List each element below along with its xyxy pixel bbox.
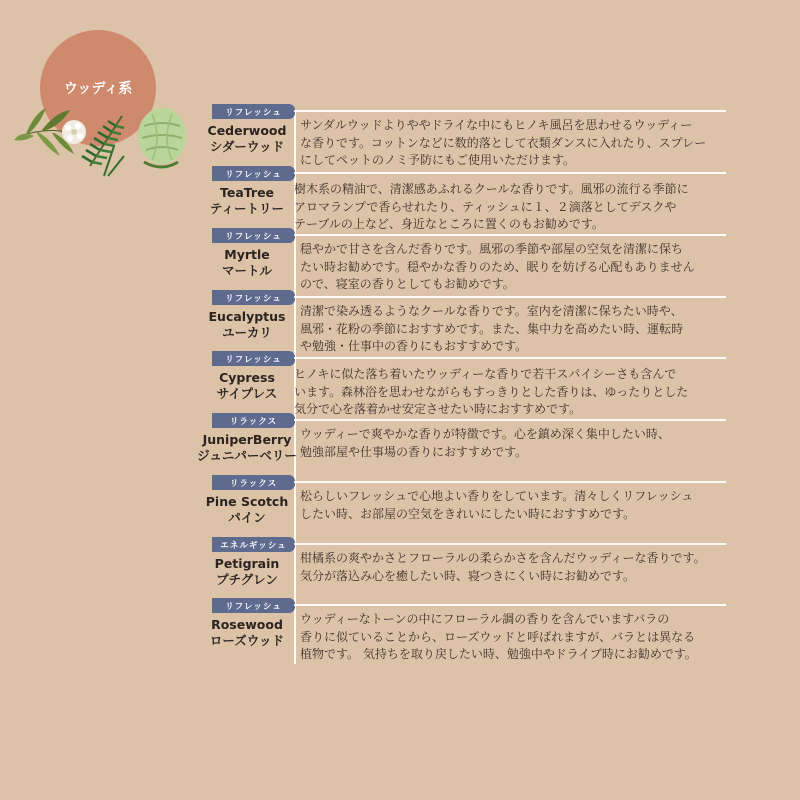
effect-badge: リラックス <box>212 413 295 428</box>
divider <box>294 481 726 483</box>
oil-name-ja: ティートリー <box>209 201 284 216</box>
oil-description: 清潔で染み透るようなクールな香りです。室内を清潔に保ちたい時や、 風邪・花粉の季節におすすめです。また、集中力を高めたい時、運転時 や勉強・仕事中の香りにもおすすめです。 <box>300 304 684 353</box>
oil-description: 穏やかで甘さを含んだ香りです。風邪の季節や部屋の空気を清潔に保ち たい時お勧めです。穏やかな香りのため、眠りを妨げる心配もありません ので、寝室の香りとしてもお勧めです。 <box>300 242 695 291</box>
effect-badge: リフレッシュ <box>212 104 295 119</box>
oil-description: ウッディーなトーンの中にフローラル調の香りを含んでいますバラの 香りに似ていることから、ローズウッドと呼ばれますが、バラとは異なる 植物です。 気持ちを取り戻したい時、勉強中やドライブ時にお勧めです。 <box>300 612 697 661</box>
oil-name-en: Eucalyptus <box>208 309 286 324</box>
oil-name <box>188 123 306 155</box>
divider <box>294 357 726 359</box>
oil-name <box>188 494 306 526</box>
oil-name-en: Rosewood <box>211 617 283 632</box>
oil-description: 松らしいフレッシュで心地よい香りをしています。清々しくリフレッシュ したい時、お部屋の空気をきれいにしたい時におすすめです。 <box>300 489 694 521</box>
oil-entry-eucalyptus <box>0 290 800 352</box>
oil-name-en: Cypress <box>219 370 275 385</box>
oil-description: 樹木系の精油で、清潔感あふれるクールな香りです。風邪の流行る季節に アロマランプで香らせれたり、ティッシュに１、２滴落としてデスクや テーブルの上など、身近なところに置くのもお勧めです。 <box>294 182 689 231</box>
oil-name-ja: シダーウッド <box>209 139 285 154</box>
oil-name-en: Pine Scotch <box>205 494 289 509</box>
oil-description: サンダルウッドよりややドライな中にもヒノキ風呂を思わせるウッディー な香りです。コットンなどに数的落として衣類ダンスに入れたり、スプレー にしてペットのノミ予防にもご使用いただけます。 <box>300 118 707 167</box>
oil-name-ja: マートル <box>221 263 272 278</box>
oil-name-ja: パイン <box>228 510 266 525</box>
oil-description: ヒノキに似た落ち着いたウッディーな香りで若干スパイシーさも含んで います。森林浴を思わせながらもすっきりとした香りは、ゆったりとした 気分で心を落着かせ安定させたい時におすすめです。 <box>294 367 689 416</box>
oil-entry-petigrain <box>0 537 800 599</box>
oil-name-en: Myrtle <box>224 247 270 262</box>
divider <box>294 604 726 606</box>
oil-description: 柑橘系の爽やかさとフローラルの柔らかさを含んだウッディーな香りです。 気分が落込み心を癒したい時、寝つきにくい時にお勧めです。 <box>300 551 706 583</box>
effect-badge: リフレッシュ <box>212 228 295 243</box>
category-label: ウッディ系 <box>63 81 133 97</box>
oil-name-ja: ユーカリ <box>222 325 272 340</box>
oil-name-en: TeaTree <box>219 185 275 200</box>
oil-entry-pine-scotch <box>0 475 800 537</box>
oil-name-en: Cederwood <box>207 123 287 138</box>
oil-entry-juniperberry <box>0 413 800 475</box>
oil-name-ja: ローズウッド <box>209 633 285 648</box>
divider <box>294 543 726 545</box>
oil-name-ja: プチグレン <box>216 572 278 587</box>
oil-entry-cederwood <box>0 104 800 166</box>
effect-badge: リフレッシュ <box>212 290 295 305</box>
effect-badge: リフレッシュ <box>212 166 295 181</box>
oil-name <box>188 247 306 279</box>
oil-name-en: Petigrain <box>214 556 280 571</box>
oil-name <box>188 432 306 464</box>
oil-name <box>188 185 306 217</box>
divider <box>294 234 726 236</box>
oil-name <box>188 556 306 588</box>
effect-badge: リフレッシュ <box>212 598 295 613</box>
oil-name-ja: サイプレス <box>216 386 278 401</box>
oil-entry-teatree <box>0 166 800 231</box>
oil-name <box>188 617 306 649</box>
oil-name-ja: ジュニパーベリー <box>197 448 297 463</box>
oil-name-en: JuniperBerry <box>202 432 292 447</box>
effect-badge: エネルギッシュ <box>212 537 295 552</box>
oil-name <box>188 309 306 341</box>
oil-name <box>188 370 306 402</box>
divider <box>294 296 726 298</box>
oil-description: ウッディーで爽やかな香りが特徴です。心を鎮め深く集中したい時、 勉強部屋や仕事場の香りにおすすめです。 <box>300 427 670 459</box>
oil-entry-cypress <box>0 351 800 416</box>
oil-entry-rosewood <box>0 598 800 660</box>
divider <box>294 419 726 421</box>
effect-badge: リラックス <box>212 475 295 490</box>
divider <box>294 110 726 112</box>
divider <box>294 172 726 174</box>
oil-entry-myrtle <box>0 228 800 290</box>
effect-badge: リフレッシュ <box>212 351 295 366</box>
